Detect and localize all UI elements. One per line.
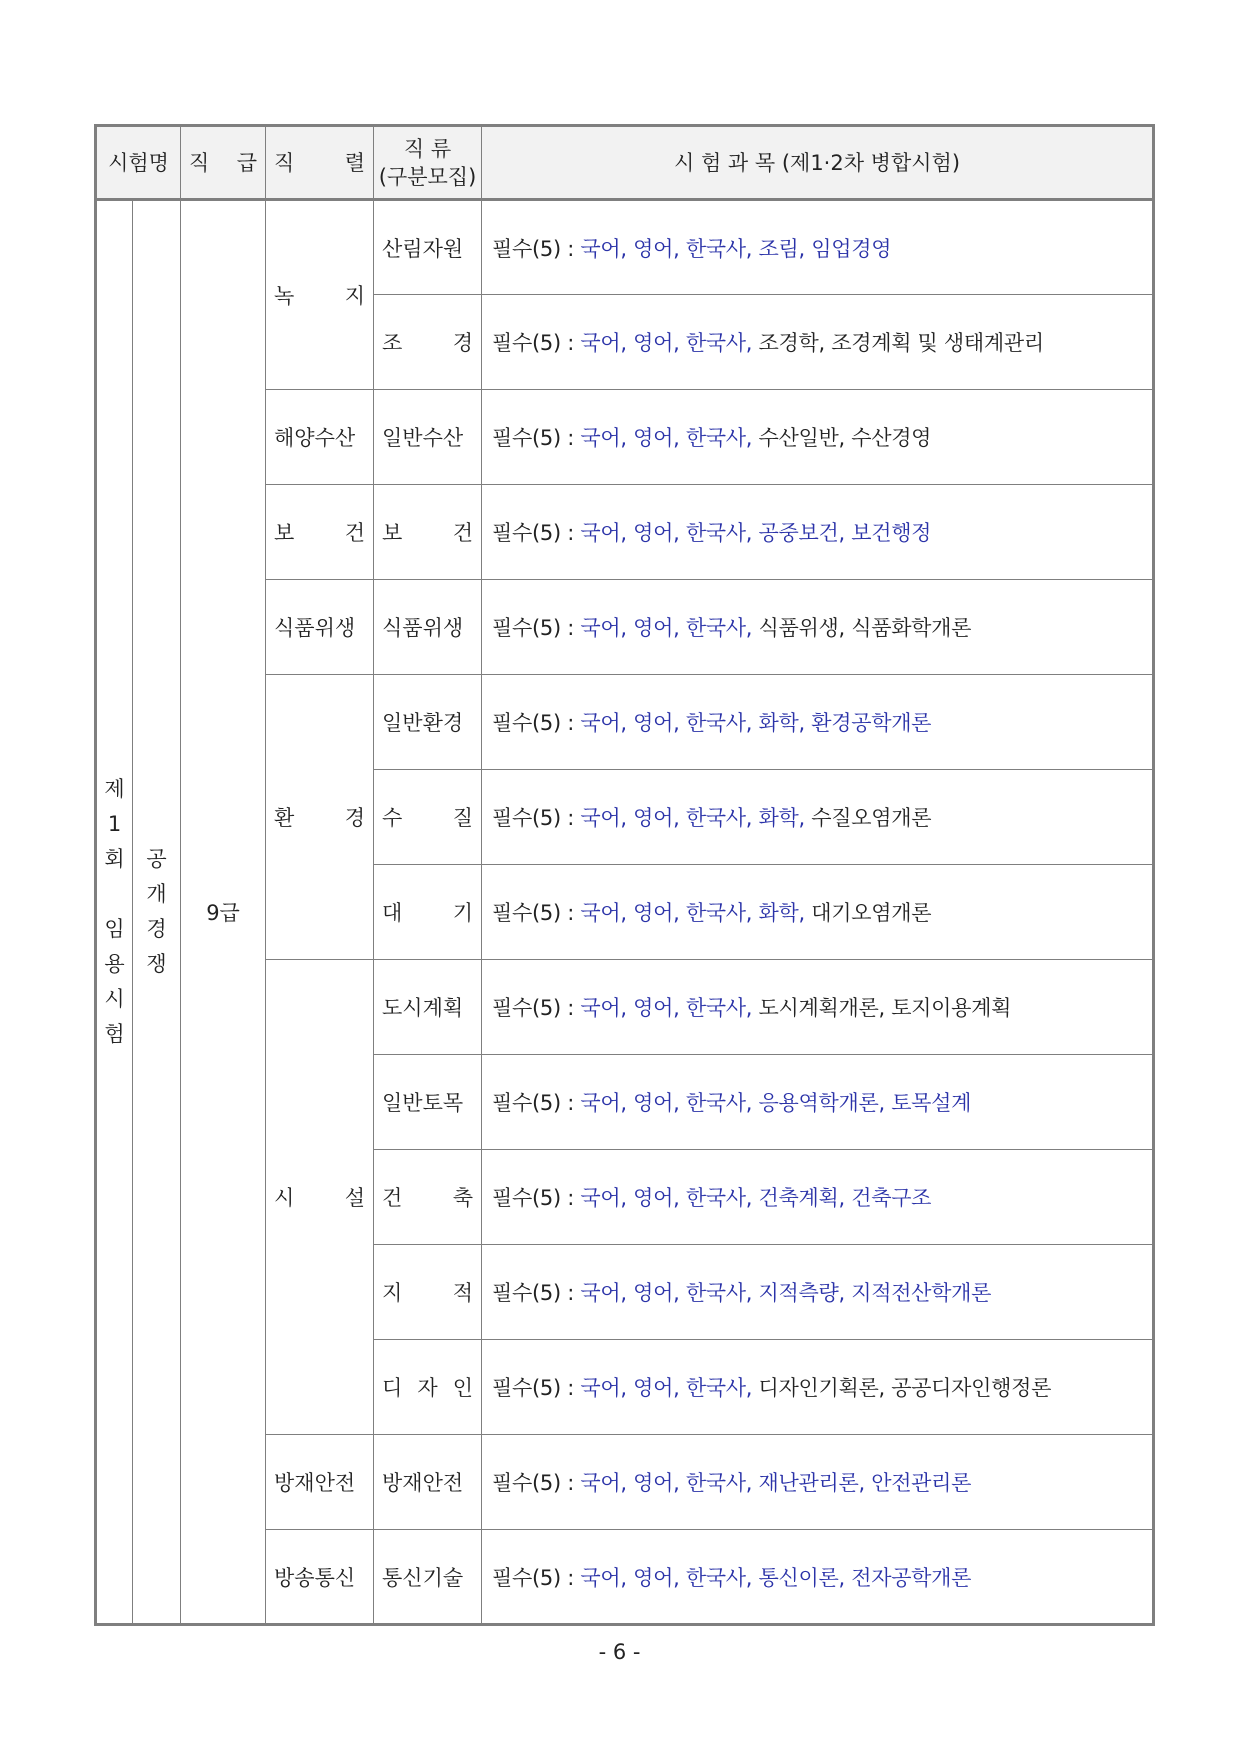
exam-name-cell: 제 1 회 임 용 시 험 [96, 200, 133, 1625]
subjects-cell: 필수(5) : 국어, 영어, 한국사, 화학, 대기오염개론 [482, 865, 1154, 960]
category-cell: 도시계획 [374, 960, 482, 1055]
exam-subject-table [94, 124, 1155, 1626]
series-cell-facility: 시 설 [266, 960, 374, 1435]
subjects-cell: 필수(5) : 국어, 영어, 한국사, 디자인기획론, 공공디자인행정론 [482, 1340, 1154, 1435]
category-cell: 산림자원 [374, 200, 482, 295]
category-cell: 건 축 [374, 1150, 482, 1245]
category-cell: 대 기 [374, 865, 482, 960]
series-cell-health: 보 건 [266, 485, 374, 580]
category-cell: 일반토목 [374, 1055, 482, 1150]
header-grade: 직 급 [181, 126, 266, 200]
competition-cell: 공 개 경 쟁 [133, 200, 181, 1625]
subjects-cell: 필수(5) : 국어, 영어, 한국사, 재난관리론, 안전관리론 [482, 1435, 1154, 1530]
subjects-cell: 필수(5) : 국어, 영어, 한국사, 식품위생, 식품화학개론 [482, 580, 1154, 675]
category-cell: 방재안전 [374, 1435, 482, 1530]
subjects-cell: 필수(5) : 국어, 영어, 한국사, 건축계획, 건축구조 [482, 1150, 1154, 1245]
subjects-cell: 필수(5) : 국어, 영어, 한국사, 조경학, 조경계획 및 생태계관리 [482, 295, 1154, 390]
grade-cell: 9급 [181, 200, 266, 1625]
subjects-cell: 필수(5) : 국어, 영어, 한국사, 도시계획개론, 토지이용계획 [482, 960, 1154, 1055]
header-category-line1: 직 류 [403, 136, 452, 161]
series-cell-marine: 해양수산 [266, 390, 374, 485]
header-exam-name: 시험명 [96, 126, 181, 200]
subjects-cell: 필수(5) : 국어, 영어, 한국사, 화학, 수질오염개론 [482, 770, 1154, 865]
series-cell-environment: 환 경 [266, 675, 374, 960]
series-cell-greenery: 녹 지 [266, 200, 374, 390]
subjects-cell: 필수(5) : 국어, 영어, 한국사, 지적측량, 지적전산학개론 [482, 1245, 1154, 1340]
table-row [96, 200, 1154, 295]
category-cell: 보 건 [374, 485, 482, 580]
series-cell-broadcast: 방송통신 [266, 1530, 374, 1625]
category-cell: 조 경 [374, 295, 482, 390]
category-cell: 통신기술 [374, 1530, 482, 1625]
category-cell: 지 적 [374, 1245, 482, 1340]
category-cell: 식품위생 [374, 580, 482, 675]
series-cell-disaster: 방재안전 [266, 1435, 374, 1530]
subjects-cell: 필수(5) : 국어, 영어, 한국사, 조림, 임업경영 [482, 200, 1154, 295]
series-cell-food: 식품위생 [266, 580, 374, 675]
header-category-line2: (구분모집) [378, 164, 477, 189]
subjects-cell: 필수(5) : 국어, 영어, 한국사, 통신이론, 전자공학개론 [482, 1530, 1154, 1625]
header-series: 직 렬 [266, 126, 374, 200]
header-category [374, 126, 482, 200]
header-subjects: 시 험 과 목 (제1·2차 병합시험) [482, 126, 1154, 200]
subjects-cell: 필수(5) : 국어, 영어, 한국사, 응용역학개론, 토목설계 [482, 1055, 1154, 1150]
subjects-cell: 필수(5) : 국어, 영어, 한국사, 수산일반, 수산경영 [482, 390, 1154, 485]
category-cell: 디 자 인 [374, 1340, 482, 1435]
subjects-cell: 필수(5) : 국어, 영어, 한국사, 공중보건, 보건행정 [482, 485, 1154, 580]
page-number: - 6 - [598, 1640, 641, 1664]
table-header-row [96, 126, 1154, 200]
category-cell: 일반수산 [374, 390, 482, 485]
category-cell: 수 질 [374, 770, 482, 865]
category-cell: 일반환경 [374, 675, 482, 770]
subjects-cell: 필수(5) : 국어, 영어, 한국사, 화학, 환경공학개론 [482, 675, 1154, 770]
